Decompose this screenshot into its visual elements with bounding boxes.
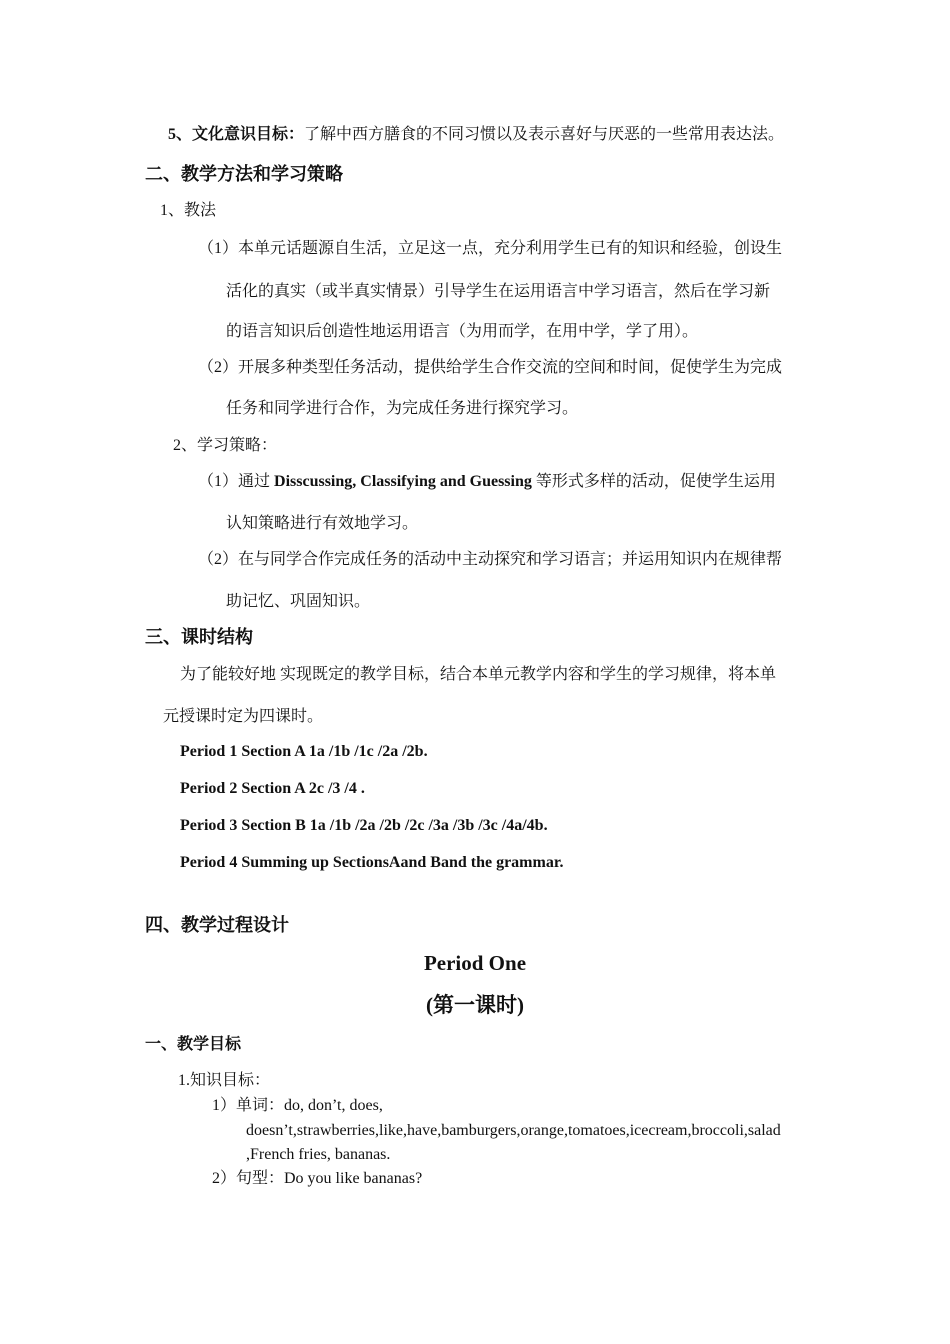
teaching-method-title: 1、教法: [160, 202, 217, 219]
teaching-goals-heading: 一、教学目标: [145, 1036, 242, 1053]
strategy-1-prefix: （1）通过: [198, 473, 275, 490]
vocabulary-line-2: doesn’t,strawberries,like,have,bamburgers,orange,tomatoes,icecream,broccoli,salad: [246, 1122, 781, 1139]
culture-goal-text: 了解中西方膳食的不同习惯以及表示喜好与厌恶的一些常用表达法。: [304, 126, 785, 143]
culture-goal-label: 5、文化意识目标：: [168, 126, 305, 143]
vocabulary-line-1: 1）单词：do, don’t, does,: [212, 1097, 383, 1114]
section-2-heading: 二、教学方法和学习策略: [145, 164, 343, 184]
period-1-item: Period 1 Section A 1a /1b /1c /2a /2b.: [180, 743, 428, 760]
strategy-1-line-2: 认知策略进行有效地学习。: [226, 515, 419, 532]
strategy-1-activities: Disscussing, Classifying and Guessing: [274, 473, 532, 490]
method-2-line-1: （2）开展多种类型任务活动，提供给学生合作交流的空间和时间，促使学生为完成: [198, 359, 783, 376]
sentence-pattern-line: 2）句型：Do you like bananas?: [212, 1170, 423, 1187]
section-3-intro-line-1: 为了能较好地 实现既定的教学目标，结合本单元教学内容和学生的学习规律，将本单: [180, 666, 777, 683]
section-3-intro-line-2: 元授课时定为四课时。: [163, 708, 324, 725]
period-one-title: Period One: [423, 951, 527, 975]
culture-goal-line: [168, 124, 784, 146]
vocabulary-line-3: ,French fries, bananas.: [246, 1146, 391, 1163]
section-3-heading: 三、课时结构: [145, 627, 253, 647]
strategy-2-line-1: （2）在与同学合作完成任务的活动中主动探究和学习语言；并运用知识内在规律帮: [198, 551, 783, 568]
period-2-item: Period 2 Section A 2c /3 /4 .: [180, 780, 365, 797]
period-one-subtitle: (第一课时): [426, 993, 524, 1017]
period-4-item: Period 4 Summing up SectionsAand Band the grammar.: [180, 854, 564, 871]
learning-strategy-title: 2、学习策略：: [173, 437, 278, 454]
method-1-line-3: 的语言知识后创造性地运用语言（为用而学，在用中学，学了用）。: [226, 323, 699, 340]
section-4-heading: 四、教学过程设计: [145, 915, 289, 935]
method-2-line-2: 任务和同学进行合作，为完成任务进行探究学习。: [226, 400, 579, 417]
strategy-2-line-2: 助记忆、巩固知识。: [226, 593, 371, 610]
method-1-line-1: （1）本单元话题源自生活，立足这一点，充分利用学生已有的知识和经验，创设生: [198, 240, 783, 257]
period-3-item: Period 3 Section B 1a /1b /2a /2b /2c /3a /3b /3c /4a/4b.: [180, 817, 548, 834]
strategy-1-suffix: 等形式多样的活动，促使学生运用: [531, 473, 776, 490]
strategy-1-line-1: [198, 471, 776, 493]
knowledge-goals-title: 1.知识目标：: [178, 1072, 271, 1089]
method-1-line-2: 活化的真实（或半真实情景）引导学生在运用语言中学习语言，然后在学习新: [226, 283, 771, 300]
